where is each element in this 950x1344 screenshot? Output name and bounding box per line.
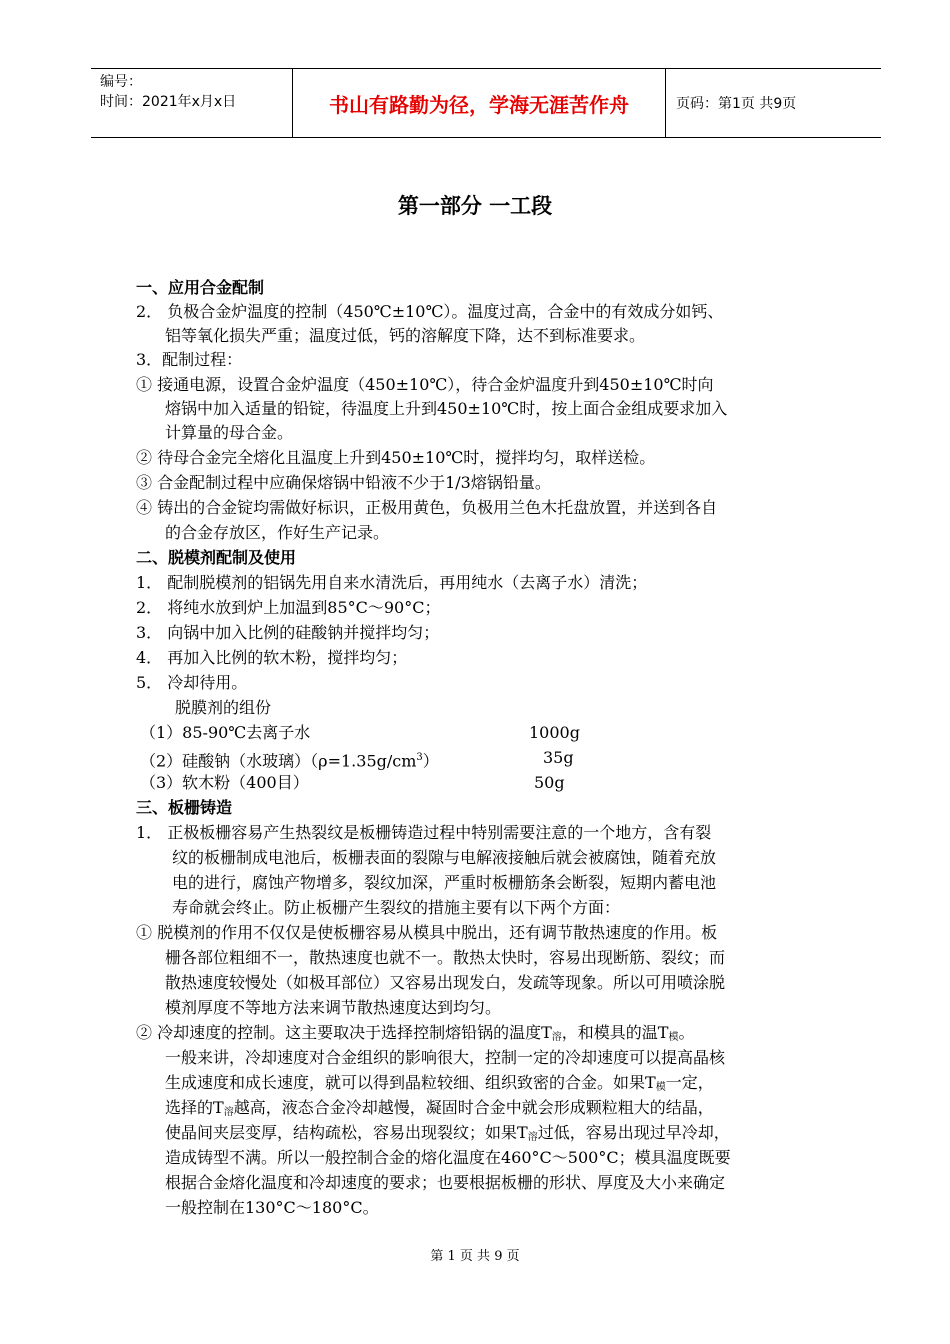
ingredient-name: （3）软木粉（400目） bbox=[140, 773, 309, 792]
line-text: 过低，容易出现过早冷却， bbox=[537, 1123, 730, 1142]
ingredient-amount: 50g bbox=[534, 773, 565, 792]
section-heading: 二、脱模剂配制及使用 bbox=[136, 548, 297, 567]
document-title: 第一部分 一工段 bbox=[397, 194, 553, 218]
line-text: 使晶间夹层变厚，结构疏松，容易出现裂纹；如果T bbox=[165, 1123, 528, 1142]
paragraph-line: 2． 将纯水放到炉上加温到85°C～90°C； bbox=[136, 598, 441, 617]
line-text: ，和模具的温T bbox=[561, 1023, 669, 1042]
line-text: 选择的T bbox=[165, 1098, 224, 1117]
paragraph-line: 1． 正极板栅容易产生热裂纹是板栅铸造过程中特别需要注意的一个地方，含有裂 bbox=[136, 823, 712, 842]
subscript: 模 bbox=[668, 1032, 679, 1043]
paragraph-line: 一般来讲，冷却速度对合金组织的影响很大，控制一定的冷却速度可以提高晶核 bbox=[165, 1048, 726, 1067]
subscript: 溶 bbox=[223, 1107, 234, 1118]
header-motto: 书山有路勤为径，学海无涯苦作舟 bbox=[292, 69, 666, 137]
doc-number-label: 编号： bbox=[100, 74, 142, 90]
superscript: 3 bbox=[416, 752, 423, 763]
ingredient-name bbox=[140, 746, 439, 773]
section-heading: 一、应用合金配制 bbox=[136, 278, 265, 297]
line-text: 一定， bbox=[665, 1073, 714, 1092]
paragraph-line: 计算量的母合金。 bbox=[165, 423, 294, 442]
page-header bbox=[91, 68, 881, 138]
paragraph-line: 3． 向锅中加入比例的硅酸钠并搅拌均匀； bbox=[136, 623, 440, 642]
subscript: 模 bbox=[655, 1082, 666, 1093]
paragraph-line: 一般控制在130°C～180°C。 bbox=[165, 1198, 379, 1217]
paragraph-line: ① 接通电源，设置合金炉温度（450±10℃），待合金炉温度升到450±10℃时向 bbox=[136, 375, 714, 394]
paragraph-line: 寿命就会终止。防止板栅产生裂纹的措施主要有以下两个方面： bbox=[172, 898, 621, 917]
paragraph-line: 模剂厚度不等地方法来调节散热速度达到均匀。 bbox=[165, 998, 502, 1017]
paragraph-line: ② 待母合金完全熔化且温度上升到450±10℃时，搅拌均匀，取样送检。 bbox=[136, 448, 656, 467]
paragraph-line: 散热速度较慢处（如极耳部位）又容易出现发白，发疏等现象。所以可用喷涂脱 bbox=[165, 973, 726, 992]
ingredient-text: ） bbox=[422, 751, 439, 771]
paragraph-line: 2． 负极合金炉温度的控制（450℃±10℃）。温度过高，合金中的有效成分如钙、 bbox=[136, 302, 724, 321]
page-footer: 第 1 页 共 9 页 bbox=[430, 1249, 520, 1264]
subscript: 溶 bbox=[527, 1132, 538, 1143]
line-text: 越高，液态合金冷却越慢，凝固时合金中就会形成颗粒粗大的结晶， bbox=[233, 1098, 714, 1117]
paragraph-line: 脱膜剂的组份 bbox=[175, 698, 272, 717]
ingredient-amount: 35g bbox=[543, 748, 574, 767]
paragraph-line: 3．配制过程： bbox=[136, 350, 243, 369]
paragraph-line: 5． 冷却待用。 bbox=[136, 673, 248, 692]
subscript: 溶 bbox=[551, 1032, 562, 1043]
paragraph-line: 根据合金熔化温度和冷却速度的要求；也要根据板栅的形状、厚度及大小来确定 bbox=[165, 1173, 726, 1192]
ingredient-text: （2）硅酸钠（水玻璃）（ρ=1.35g/cm bbox=[140, 751, 417, 771]
paragraph-line: 栅各部位粗细不一，散热速度也就不一。散热太快时，容易出现断筋、裂纹；而 bbox=[165, 948, 726, 967]
line-text: 生成速度和成长速度，就可以得到晶粒较细、组织致密的合金。如果T bbox=[165, 1073, 656, 1092]
doc-time-label: 时间：2021年x月x日 bbox=[100, 94, 237, 110]
paragraph-line: 的合金存放区，作好生产记录。 bbox=[165, 523, 390, 542]
ingredient-name: （1）85-90℃去离子水 bbox=[140, 723, 311, 742]
section-heading: 三、板栅铸造 bbox=[136, 798, 233, 817]
paragraph-line: 电的进行，腐蚀产物增多，裂纹加深，严重时板栅筋条会断裂，短期内蓄电池 bbox=[172, 873, 717, 892]
paragraph-line: 4． 再加入比例的软木粉，搅拌均匀； bbox=[136, 648, 408, 667]
line-text: ② 冷却速度的控制。这主要取决于选择控制熔铅锅的温度T bbox=[136, 1023, 552, 1042]
header-meta bbox=[91, 69, 291, 137]
line-text: 。 bbox=[678, 1023, 695, 1042]
paragraph-line: 熔锅中加入适量的铅锭，待温度上升到450±10℃时，按上面合金组成要求加入 bbox=[165, 399, 728, 418]
paragraph-line: ③ 合金配制过程中应确保熔锅中铅液不少于1/3熔锅铅量。 bbox=[136, 473, 551, 492]
paragraph-line: 铝等氧化损失严重；温度过低，钙的溶解度下降，达不到标准要求。 bbox=[165, 326, 646, 345]
paragraph-line: ④ 铸出的合金锭均需做好标识，正极用黄色，负极用兰色木托盘放置，并送到各自 bbox=[136, 498, 718, 517]
paragraph-line: 纹的板栅制成电池后，板栅表面的裂隙与电解液接触后就会被腐蚀，随着充放 bbox=[172, 848, 717, 867]
paragraph-line: ① 脱模剂的作用不仅仅是使板栅容易从模具中脱出，还有调节散热速度的作用。板 bbox=[136, 923, 718, 942]
ingredient-amount: 1000g bbox=[529, 723, 580, 742]
header-page-info: 页码：第1页 共9页 bbox=[676, 96, 797, 112]
paragraph-line: 造成铸型不满。所以一般控制合金的熔化温度在460°C～500°C；模具温度既要 bbox=[165, 1148, 731, 1167]
paragraph-line: 1． 配制脱模剂的铝锅先用自来水清洗后，再用纯水（去离子水）清洗； bbox=[136, 573, 648, 592]
